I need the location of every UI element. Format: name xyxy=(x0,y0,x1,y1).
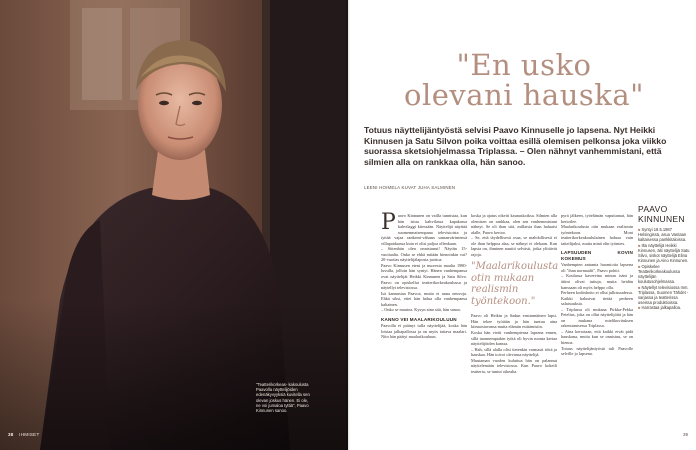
byline: LEENI HOIMELA KUVAT JUHA SALMINEN xyxy=(364,185,456,190)
paragraph: Maalarikoulusta otin mukaan realismin työntekoon. Moni teatterikorkeakoululainen haluaa vain taiteilijaksi, mutta minä olin työmies. xyxy=(561,224,633,246)
bullet-icon: ■ xyxy=(638,263,641,269)
fact-item xyxy=(638,264,690,284)
headline xyxy=(364,50,684,110)
paragraph: Paavolla ei pitänyt tulla näyttelijää, koska hän loistaa jalkapallossa ja on myös taitava maalari. Niin hän päätyi maalarikouluun. xyxy=(381,323,467,340)
fact-text: Näytellyt televisiossa mm. Triplassa, Suomen Tähdet -sarjassa ja teatterissa useissa produktioissa. xyxy=(638,284,689,305)
bullet-icon: ■ xyxy=(638,305,641,311)
paragraph: koska ja ajatus oikeiti kaunaskoiksa. Silmien alla olemisen on rankkaa, olen sen vanhemmistani nähnyt. Se oli ihan sitä, millaisia ihan haluaisi alalle, Paavo kertoo. xyxy=(471,213,557,235)
subheading: LAPSUUDEN KOVIN KOKEMUS xyxy=(561,250,633,261)
paragraph: – Hah, sillä alalla olisi tietenkin varmasti töitä ja hauskaa. Hän toivoi olevansa näyttelijä. xyxy=(471,346,557,358)
article-column-1 xyxy=(381,210,467,340)
headline-line-2: olevani hauska" xyxy=(404,78,644,112)
paragraph: – Triplassa oli mukana Pirkka-Pekka Petelius, joka on ollut näyttelijöitä ja hän on mukana mielikuvituksen rakentamisessa Triplassa. xyxy=(561,306,633,329)
paragraph: Isä kannustaa Paavoa, mutta ei anna neuvoja. Ehkä siksi, ettei hän halua olla vanhempansa kaltainen. xyxy=(381,290,467,307)
paragraph: – Sittenhän olen onnistunut! Näytän 15-vuotiaalta. Onko se ehkä mitään hienoinkin vai? 20-vuotias näyttelijälaposta juottoa. xyxy=(381,246,467,263)
fact-item xyxy=(638,285,690,305)
right-page-number: 39 xyxy=(682,432,688,437)
paragraph: – Se, että täydellisesti osaa, se mahdollisesti ei ole ihan helppoa alaa, se nähnyt ei olekaan. Kun lapsia on, ihminen nauttii selvästi, jotka ylittävät rajoja. xyxy=(471,235,557,257)
fact-item xyxy=(638,305,690,310)
paragraph: Paavo oli Heikin ja Sadun ensimmäinen lapsi. Hän tekee työtään ja hän tuntuu aina kiinnostavansa muita elämän esittämisiin. xyxy=(471,313,557,330)
bullet-icon: ■ xyxy=(638,227,641,232)
lead-paragraph: Totuus näyttelijäntyöstä selvisi Paavo Kinnuselle jo lapsena. Nyt Heikki Kinnusen ja Satu Silvon poika voittaa esillä olemisen pelkonsa joka viikko suorassa sketsiohjelmassa Triplassa. – Olen nähnyt vanhemmistani, että silmien alla on rankkaa olla, hän sanoo. xyxy=(364,125,667,167)
fact-text: Ilta näyttelijä Heikki Kinnusen, äiti näyttelijä Satu Silvo, siskot näyttelijä Elina Kinnunen ja Aino Kinnunen. xyxy=(638,242,690,264)
paragraph: Vanhempien antamia huomioita lapsena oli "ihan normaalit", Paavo pohtii. xyxy=(561,262,633,273)
left-page-number: 38 xyxy=(8,432,14,437)
paragraph: Koska hän vietti vanhempiensa lapsena ennen, sillä tuonnempiakin työtä oli hyvin monta kertaa näyttelijöiden kanssa. xyxy=(471,330,557,347)
fact-text: Harrastaa jalkapalloa. xyxy=(641,305,682,311)
pull-quote: "Maalarikoulusta otin mukaan realismin työntekoon." xyxy=(471,261,559,307)
paragraph: Totuus näyttelijäntyöstä tuli Paavolle selville jo lapsena. xyxy=(561,345,633,357)
paragraph: Muutaman vuoden kuluttua hän on palannut näyttelemään televisiossa. Kun Paavo kokeili teatteria, se tuntui oikealta. xyxy=(471,357,557,374)
fact-item xyxy=(638,227,690,242)
fact-box-title: PAAVO KINNUNEN xyxy=(638,204,685,224)
section-name: IHMISET xyxy=(19,432,40,437)
fact-text: Opiskelee Teatterikorkeakoulussa näyttelijän koulutusohjelmassa. xyxy=(638,263,680,284)
paragraph: Paavo Kinnusen eteni ja nuoresta maalta 1980-luvulla, jolloin hän syntyi. Hänen vanhempansa ovat näyttelijät Heikki Kinnunen ja Satu Silvo. Paavo on opiskellut teatterikorkeakoulussa ja näytellyt televisiossa. xyxy=(381,262,467,291)
article-page xyxy=(348,0,696,450)
fact-box xyxy=(638,205,690,311)
paragraph-text: aavo Kinnunen on vailla tunnistaa, kun hän istuu kahvilassa kapakassa kahvilaggi kiiessään. Näyttelijä näyttää suomenmaisempana televisioista ja tyttää vajaa rankemi-vähaan samanvärimensä villapaidaassa kuin ei olisi paljoa ollenkaan. xyxy=(381,213,467,246)
fact-text: Syntyi 18.5.1987 Helsingissä, asuu Vantaan kaltaisessa pankkitaloissa. xyxy=(638,227,687,243)
page-gutter xyxy=(346,0,350,450)
paragraph: – Aina kerrotaan, että kaikki eivät pidä hauskana, mutta kun se onnistuu, se on hienoa. xyxy=(561,328,633,346)
paragraph: pyrä jälkeen, työelämän vaputtamat, hän kertoilee. xyxy=(561,213,633,224)
subheading: KANNO VEI MAALARIKOULUUN xyxy=(381,316,457,322)
left-page-footer xyxy=(8,432,40,437)
article-column-2 xyxy=(471,213,557,374)
fact-item xyxy=(638,243,690,263)
paragraph: – Koulussa kavereina minun isäni ja äitini olivat tuttuja, mutta heidän kanssaan oli myös helppo olla. xyxy=(561,273,633,290)
headline-line-1: "En usko xyxy=(456,48,592,82)
paragraph: – Onko se mautoa. Kysyn aina sitä, hän sanoo. xyxy=(381,307,462,313)
paragraph xyxy=(381,210,467,246)
bullet-icon: ■ xyxy=(638,284,641,290)
photo-caption: "Teatterikorkeas- kakoulusta Paavolla näyttelijöiden edenäkyvyyksiä kuvitella sen olevan joskus hänen. Ei ole, ne voi jumaloa tyttiä", Paavo Kinnunen sanoo. xyxy=(256,382,310,414)
article-column-3 xyxy=(561,213,633,357)
bullet-icon: ■ xyxy=(638,242,641,248)
drop-cap: P xyxy=(381,210,396,235)
paragraph: Perheen kodinhoito ei ollut julkisuudessa. Kaikki halusivat tietää perheen salaisuuksia. xyxy=(561,290,633,307)
